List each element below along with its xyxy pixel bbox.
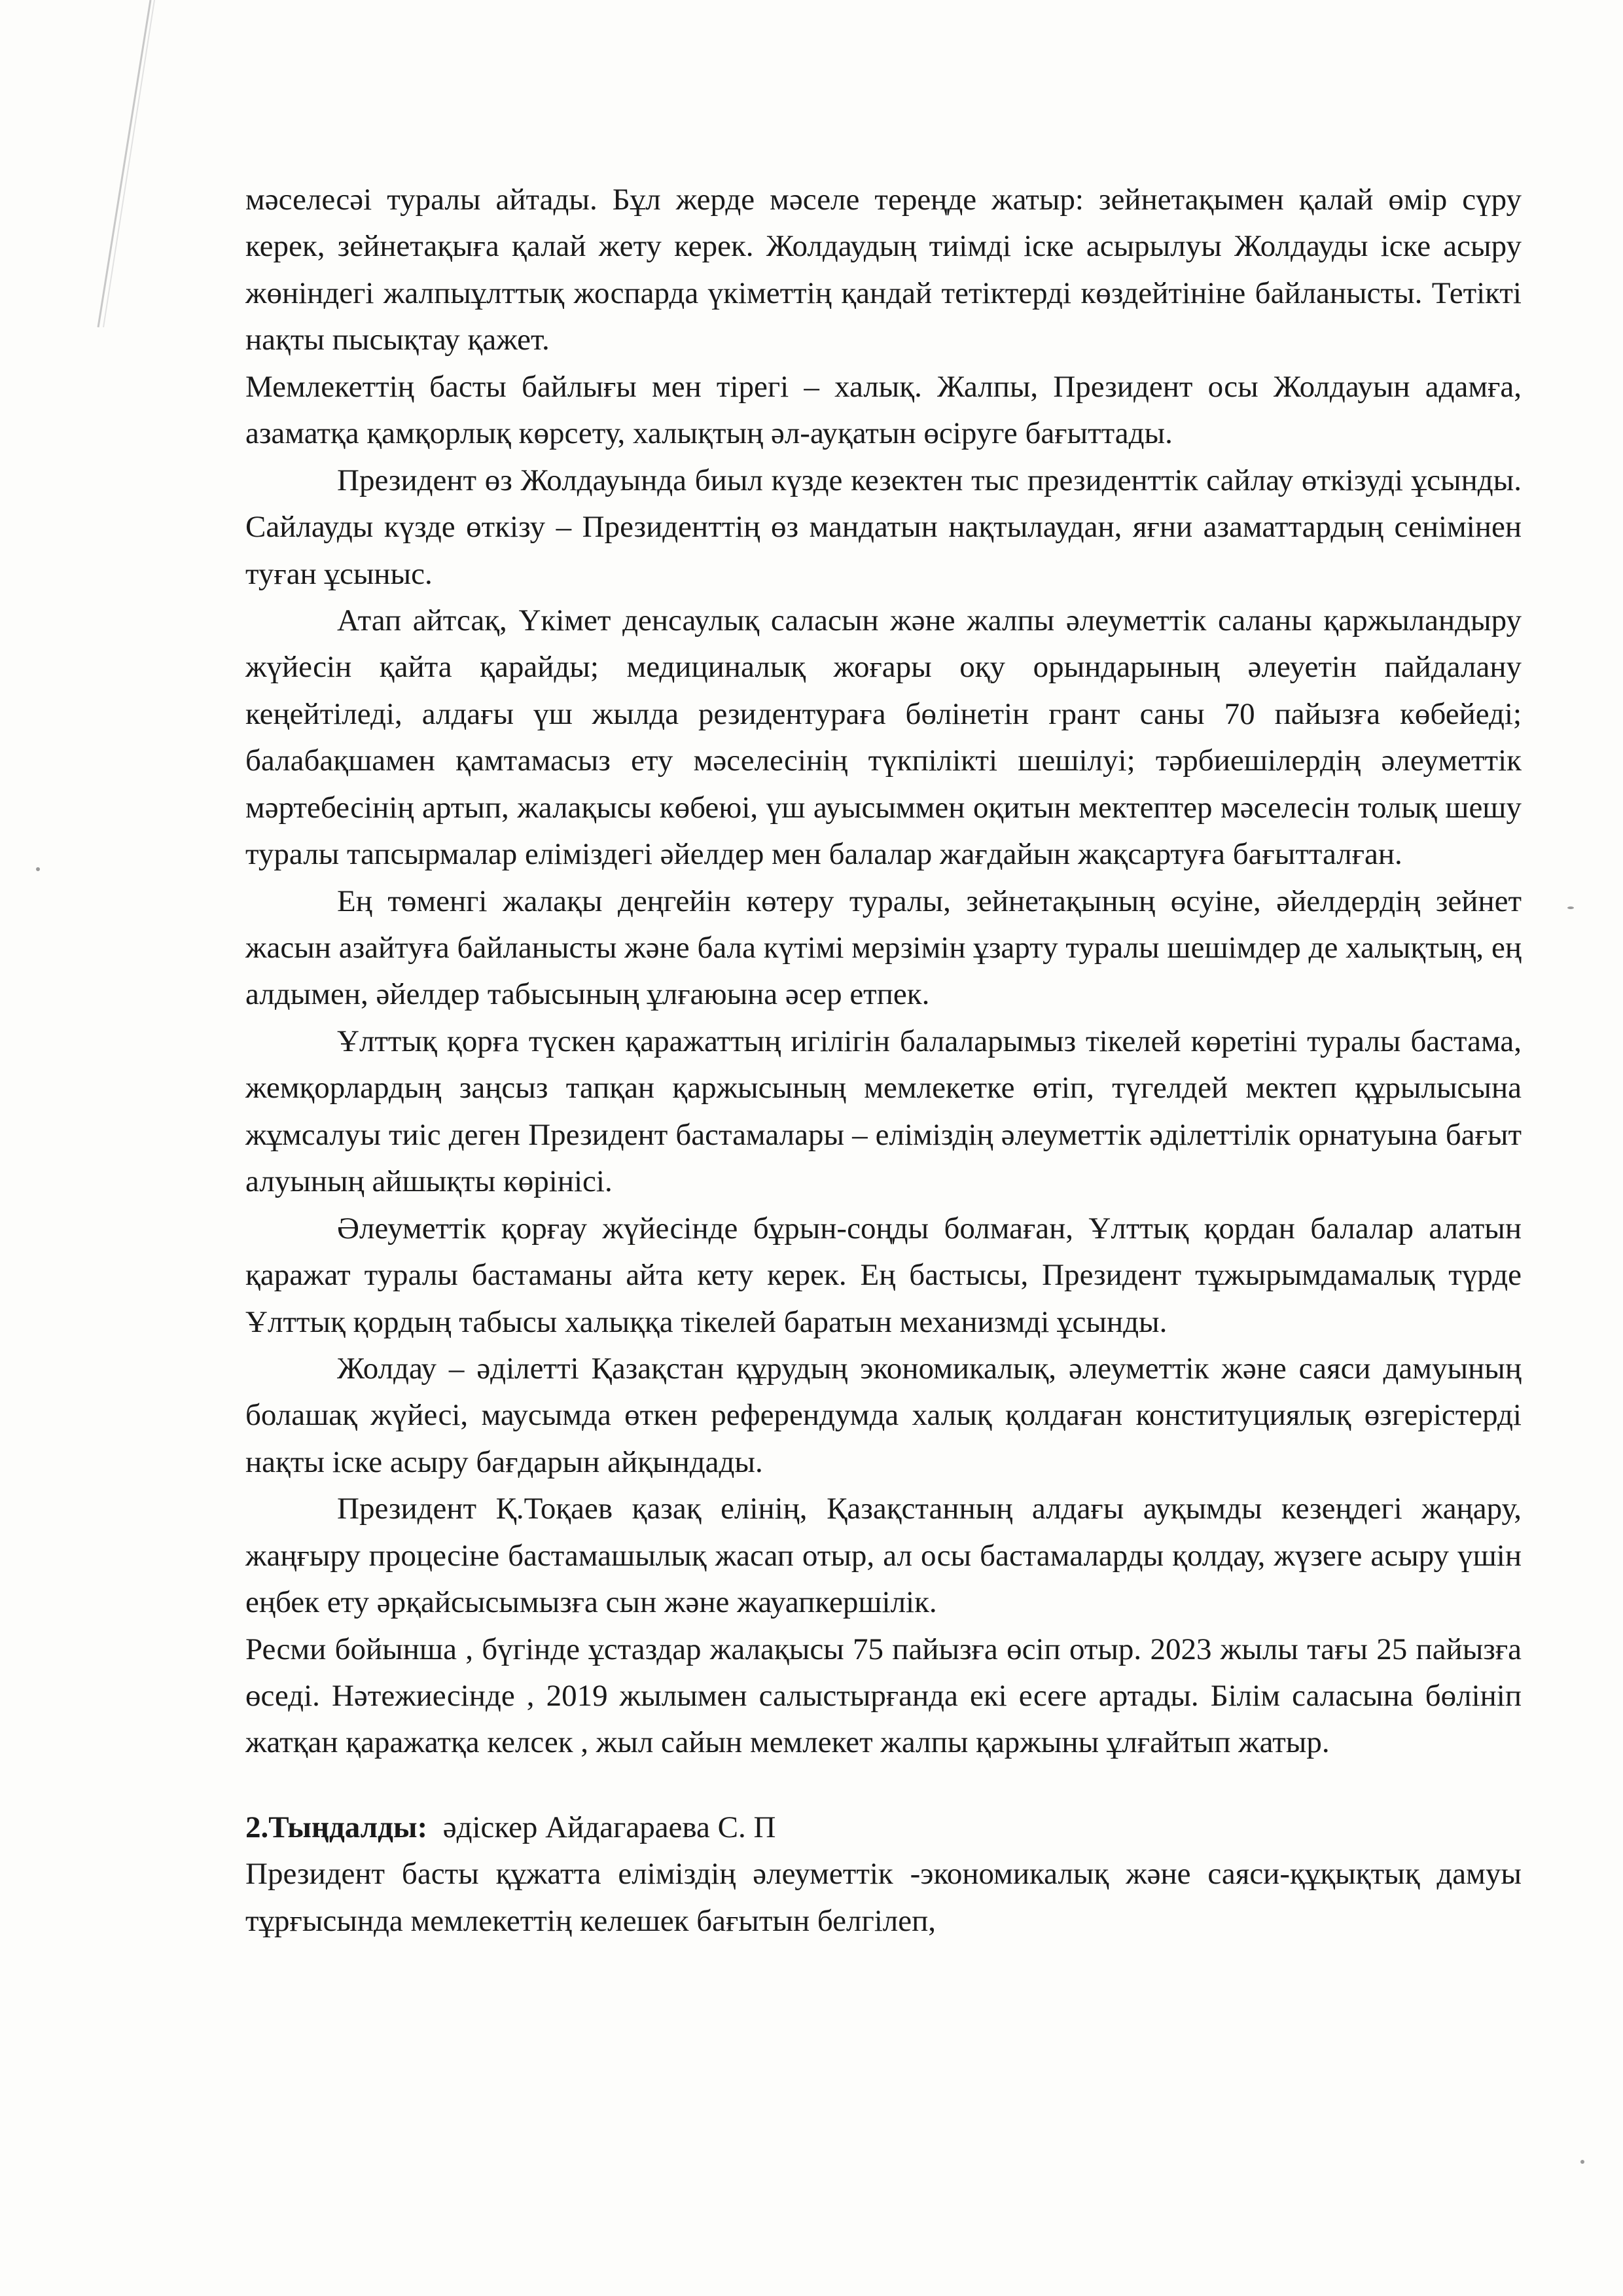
paragraph: мәселесәі туралы айтады. Бұл жерде мәселе тереңде жатыр: зейнетақымен қалай өмір сүру керек, зейнетақыға қалай жету керек. Жолдаудың тиімді іске асырылуы Жолдауды іске асыру жөніндегі жалпыұлттық жоспарда үкіметтің қандай тетіктерді көздейтініне байланысты. Тетікті нақты пысықтау қажет. [245, 183, 1522, 357]
paragraph: Ресми бойынша , бүгінде ұстаздар жалақысы 75 пайызға өсіп отыр. 2023 жылы тағы 25 пайызға өседі. Нәтежиесінде , 2019 жылымен салыстырғанда екі есеге артады. Білім саласына бөлініп жатқан қаражатқа келсек , жыл сайын мемлекет жалпы қаржыны ұлғайтып жатыр. [245, 1632, 1522, 1760]
paragraph: Президент Қ.Тоқаев қазақ елінің, Қазақстанның алдағы ауқымды кезеңдегі жаңару, жаңғыру процесіне бастамашылық жасап отыр, ал осы бастамаларды қолдау, жүзеге асыру үшін еңбек ету әрқайсысымызға сын және жауапкершілік. [245, 1492, 1522, 1620]
paragraph: Мемлекеттің басты байлығы мен тірегі – халық. Жалпы, Президент осы Жолдауын адамға, азаматқа қамқорлық көрсету, халықтың әл-ауқатын өсіруге бағыттады. [245, 369, 1522, 451]
scan-speck [36, 867, 40, 871]
scan-speck [1580, 2160, 1584, 2164]
paragraph: Әлеуметтік қорғау жүйесінде бұрын-соңды болмаған, Ұлттық қордан балалар алатын қаражат туралы бастаманы айта кету керек. Ең бастысы, Президент тұжырымдамалық түрде Ұлттық қордың табысы халыққа тікелей баратын механизмді ұсынды. [245, 1211, 1522, 1339]
paragraph: Атап айтсақ, Үкімет денсаулық саласын және жалпы әлеуметтік саланы қаржыландыру жүйесін қайта қарайды; медициналық жоғары оқу орындарының әлеуетін пайдалану кеңейтіледі, алдағы үш жылда резидентураға бөлінетін грант саны 70 пайызға көбейеді; балабақшамен қамтамасыз ету мәселесінің түкпілікті шешілуі; тәрбиешілердің әлеуметтік мәртебесінің артып, жалақысы көбеюі, үш ауысыммен оқитын мектептер мәселесін толық шешу туралы тапсырмалар еліміздегі әйелдер мен балалар жағдайын жақсартуға бағытталған. [245, 603, 1522, 872]
scan-speck [1567, 906, 1574, 909]
scan-edge-shadow [0, 0, 170, 340]
speaker-name: әдіскер Айдагараева С. П [442, 1810, 776, 1844]
paragraph: Президент басты құжатта еліміздің әлеуметтік -экономикалық және саяси-құқықтық дамуы тұрғысында мемлекеттің келешек бағытын белгілеп, [245, 1857, 1522, 1938]
section-heading-line [245, 1804, 1522, 1851]
paragraph: Жолдау – әділетті Қазақстан құрудың экономикалық, әлеуметтік және саяси дамуының болашақ жүйесі, маусымда өткен референдумда халық қолдаған конституциялық өзгерістерді нақты іске асыру бағдарын айқындады. [245, 1351, 1522, 1479]
document-body [245, 177, 1522, 1945]
section-heading: 2.Тыңдалды: [245, 1810, 428, 1844]
paragraph: Ұлттық қорға түскен қаражаттың игілігін балаларымыз тікелей көретіні туралы бастама, жемқорлардың заңсыз тапқан қаржысының мемлекетке өтіп, түгелдей мектеп құрылысына жұмсалуы тиіс деген Президент бастамалары – еліміздің әлеуметтік әділеттілік орнатуына бағыт алуының айшықты көрінісі. [245, 1024, 1522, 1199]
paragraph: Ең төменгі жалақы деңгейін көтеру туралы, зейнетақының өсуіне, әйелдердің зейнет жасын азайтуға байланысты және бала күтімі мерзімін ұзарту туралы шешімдер де халықтың, ең алдымен, әйелдер табысының ұлғаюына әсер етпек. [245, 884, 1522, 1012]
section-2 [245, 1804, 1522, 1945]
paragraph: Президент өз Жолдауында биыл күзде кезектен тыс президенттік сайлау өткізуді ұсынды. Сайлауды күзде өткізу – Президенттің өз мандатын нақтылаудан, яғни азаматтардың сенімінен туған ұсыныс. [245, 463, 1522, 591]
